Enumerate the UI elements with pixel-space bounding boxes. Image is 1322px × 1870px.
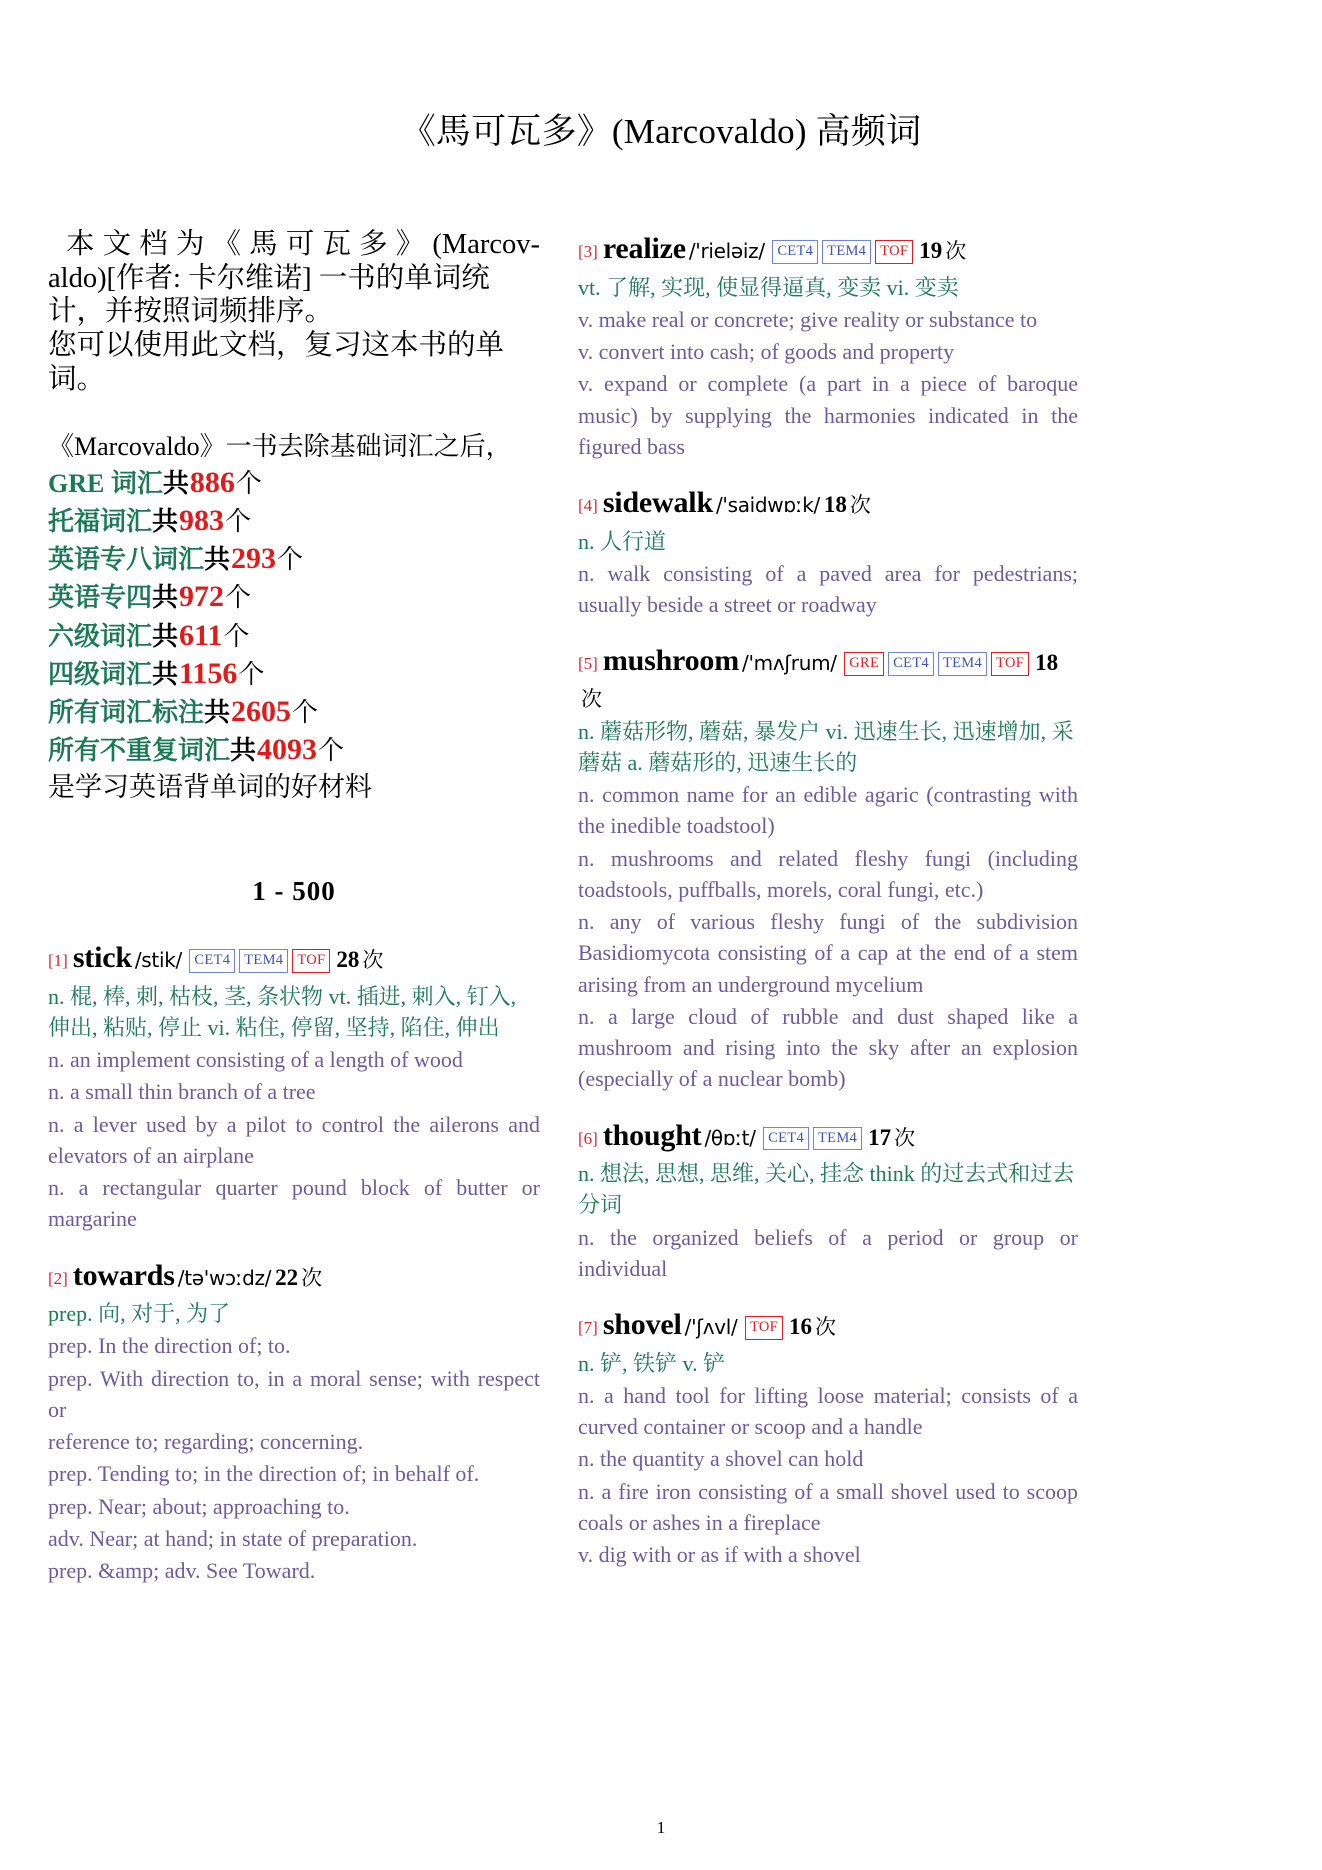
badge-gre: GRE	[844, 652, 884, 676]
stat-mid: 共	[204, 697, 231, 727]
stat-number: 983	[179, 504, 225, 538]
stat-number: 611	[179, 618, 223, 652]
stat-label: GRE 词汇	[48, 469, 163, 499]
word-entry	[578, 1304, 1078, 1570]
stat-number: 2605	[231, 694, 292, 728]
stat-unit: 个	[225, 507, 252, 537]
stat-unit: 个	[292, 697, 319, 727]
entry-count-unit: 次	[894, 1125, 916, 1150]
entry-word: stick	[72, 941, 132, 975]
stat-mid: 共	[204, 545, 231, 575]
stat-unit: 个	[235, 469, 262, 499]
entry-header	[578, 1304, 1078, 1347]
entry-header	[578, 228, 1078, 271]
definition-cn: n. 人行道	[578, 528, 667, 554]
entry-index: [4]	[578, 496, 598, 515]
definition-cn: vt. 了解, 实现, 使显得逼真, 变卖 vi. 变卖	[578, 274, 959, 300]
stat-mid: 共	[152, 583, 179, 613]
stat-number: 4093	[257, 732, 318, 766]
right-column	[578, 228, 1078, 1788]
stat-number: 886	[189, 466, 235, 500]
definition-en: n. any of various fleshy fungi of the subdivision Basidiomycota consisting of a cap at the end of a stem arising from an underground mycelium	[578, 909, 1078, 997]
stat-mid: 共	[152, 659, 179, 689]
intro-line-4: 您可以使用此文档，复习这本书的单	[48, 329, 505, 361]
badge-cet4: CET4	[888, 652, 934, 676]
definition-en: v. dig with or as if with a shovel	[578, 1542, 861, 1568]
stat-number: 972	[179, 580, 225, 614]
definition-en: n. a small thin branch of a tree	[48, 1079, 316, 1105]
definition-en: reference to; regarding; concerning.	[48, 1429, 364, 1455]
entry-phonetic: /tə'wɔːdz/	[177, 1265, 272, 1290]
badge-tof: TOF	[875, 240, 913, 264]
stat-label: 托福词汇	[48, 507, 153, 537]
entry-phonetic: /'rieləiz/	[688, 239, 765, 263]
entry-count-unit: 次	[362, 948, 384, 973]
entry-count: 22	[275, 1264, 299, 1290]
entry-header	[48, 1255, 540, 1298]
entry-count: 19	[919, 238, 943, 263]
definition-en: prep. &amp; adv. See Toward.	[48, 1558, 316, 1584]
definition-en: n. common name for an edible agaric (contrasting with the inedible toadstool)	[578, 782, 1078, 839]
intro-line-1: 本文档为《馬可瓦多》(Marcov-	[66, 229, 540, 260]
entry-word: realize	[602, 232, 686, 265]
stat-mid: 共	[230, 735, 257, 765]
badge-tof: TOF	[745, 1316, 783, 1340]
entry-count: 18	[823, 492, 847, 517]
definition-en: n. a hand tool for lifting loose material; consists of a curved container or scoop and a handle	[578, 1382, 1078, 1440]
definition-en: adv. Near; at hand; in state of preparation.	[48, 1525, 418, 1551]
badge-cet4: CET4	[189, 949, 235, 973]
definition-cn: n. 想法, 思想, 思维, 关心, 挂念 think 的过去式和过去分词	[578, 1161, 1075, 1218]
entry-phonetic: /'mʌʃrum/	[742, 651, 837, 676]
entry-index: [2]	[48, 1268, 68, 1288]
stat-unit: 个	[277, 545, 304, 575]
definition-en: n. a large cloud of rubble and dust shaped like a mushroom and rising into the sky after an explosion (especially of a nuclear bomb)	[578, 1003, 1078, 1092]
stat-mid: 共	[152, 621, 179, 651]
badge-tem4: TEM4	[938, 652, 987, 676]
definition-cn: prep. 向, 对于, 为了	[48, 1301, 231, 1327]
word-entry	[578, 228, 1078, 462]
definition-en: prep. Near; about; approaching to.	[48, 1493, 350, 1519]
entry-count-unit: 次	[581, 686, 602, 711]
badge-cet4: CET4	[763, 1127, 809, 1151]
stat-row	[48, 655, 540, 693]
definition-cn: n. 铲, 铁铲 v. 铲	[578, 1350, 726, 1376]
entry-phonetic: /'saidwɒːk/	[715, 493, 820, 517]
page-number: 1	[656, 1818, 666, 1837]
entry-word: towards	[72, 1258, 175, 1292]
stat-label: 英语专四	[48, 583, 153, 613]
definition-en: prep. With direction to, in a moral sense; with respect or	[48, 1365, 540, 1422]
entry-count-unit: 次	[945, 239, 967, 263]
definition-en: n. walk consisting of a paved area for pedestrians; usually beside a street or roadway	[578, 560, 1078, 618]
entry-count: 17	[868, 1124, 892, 1150]
definition-en: n. a lever used by a pilot to control the ailerons and elevators of an airplane	[48, 1111, 540, 1168]
badge-tem4: TEM4	[822, 240, 871, 264]
intro-paragraph	[48, 228, 540, 396]
intro-line-5: 词。	[48, 363, 106, 395]
stat-row	[48, 693, 540, 731]
entry-count-unit: 次	[301, 1265, 323, 1290]
definition-en: v. make real or concrete; give reality or substance to	[578, 306, 1038, 332]
definition-en: n. an implement consisting of a length of wood	[48, 1047, 463, 1073]
entry-header	[48, 937, 540, 980]
definition-en: prep. Tending to; in the direction of; in behalf of.	[48, 1461, 480, 1487]
definition-cn: n. 蘑菇形物, 蘑菇, 暴发户 vi. 迅速生长, 迅速增加, 采蘑菇 a. 蘑菇形的, 迅速生长的	[578, 718, 1074, 775]
stat-row	[48, 464, 540, 502]
entry-index: [5]	[578, 654, 598, 674]
definition-en: n. a rectangular quarter pound block of butter or margarine	[48, 1175, 540, 1232]
entry-count: 16	[789, 1314, 812, 1340]
stats-closing: 是学习英语背单词的好材料	[48, 771, 372, 802]
range-heading: 1 - 500	[252, 876, 336, 907]
entry-count: 18	[1035, 650, 1059, 676]
word-entry	[48, 1255, 540, 1587]
definition-en: n. a fire iron consisting of a small shovel used to scoop coals or ashes in a fireplace	[578, 1478, 1078, 1535]
entry-phonetic: /'ʃʌvl/	[684, 1315, 738, 1340]
stat-mid: 共	[162, 469, 189, 499]
entry-header	[578, 640, 1078, 714]
badge-tem4: TEM4	[239, 949, 288, 973]
stat-label: 六级词汇	[48, 621, 153, 651]
stats-lead: 《Marcovaldo》一书去除基础词汇之后，	[48, 432, 512, 462]
entry-count-unit: 次	[815, 1315, 836, 1340]
stat-mid: 共	[152, 507, 179, 537]
definition-en: n. the organized beliefs of a period or group or individual	[578, 1224, 1078, 1281]
word-entry	[578, 1115, 1078, 1285]
definition-en: prep. In the direction of; to.	[48, 1333, 291, 1359]
stat-label: 所有不重复词汇	[48, 735, 231, 765]
entry-word: sidewalk	[602, 486, 713, 519]
stat-number: 1156	[179, 656, 238, 690]
stat-number: 293	[231, 542, 277, 576]
entry-index: [1]	[48, 951, 68, 971]
stat-row	[48, 502, 540, 540]
definition-en: n. mushrooms and related fleshy fungi (including toadstools, puffballs, morels, coral fungi, etc.)	[578, 845, 1078, 902]
intro-line-2: aldo)[作者: 卡尔维诺] 一书的单词统	[48, 262, 490, 294]
stat-row	[48, 731, 540, 769]
left-column	[48, 228, 540, 1788]
entry-index: [7]	[578, 1318, 598, 1338]
stat-row	[48, 540, 540, 578]
entry-word: shovel	[602, 1308, 682, 1342]
badge-tem4: TEM4	[813, 1127, 862, 1151]
stat-row	[48, 617, 540, 655]
entry-index: [3]	[578, 242, 598, 261]
entry-index: [6]	[578, 1128, 598, 1148]
intro-line-3: 计，并按照词频排序。	[48, 296, 334, 328]
two-column-body	[48, 228, 1278, 1788]
stat-unit: 个	[225, 583, 252, 613]
stat-unit: 个	[223, 621, 250, 651]
definition-cn: n. 棍, 棒, 刺, 枯枝, 茎, 条状物 vt. 插进, 刺入, 钉入, 伸出, 粘贴, 停止 vi. 粘住, 停留, 坚持, 陷住, 伸出	[48, 983, 517, 1040]
stat-unit: 个	[318, 735, 345, 765]
page-title: 《馬可瓦多》(Marcovaldo) 高频词	[400, 112, 922, 151]
badge-cet4: CET4	[772, 240, 818, 264]
entry-count-unit: 次	[849, 493, 871, 517]
entry-count: 28	[336, 947, 360, 973]
word-entry	[578, 482, 1078, 620]
stat-unit: 个	[238, 659, 265, 689]
word-entry	[578, 640, 1078, 1094]
entry-header	[578, 1115, 1078, 1158]
entry-phonetic: /stik/	[134, 948, 182, 973]
badge-tof: TOF	[991, 652, 1029, 676]
entry-word: thought	[602, 1118, 702, 1152]
entry-phonetic: /θɒːt/	[704, 1125, 756, 1150]
definition-en: v. convert into cash; of goods and property	[578, 339, 955, 365]
stat-label: 四级词汇	[48, 659, 153, 689]
stat-row	[48, 578, 540, 616]
entry-word: mushroom	[602, 644, 740, 678]
word-entry	[48, 937, 540, 1234]
stat-label: 所有词汇标注	[48, 697, 205, 727]
entry-list-left	[48, 937, 540, 1586]
statistics-block	[48, 430, 540, 804]
stat-label: 英语专八词汇	[48, 545, 205, 575]
entry-header	[578, 482, 1078, 525]
definition-en: n. the quantity a shovel can hold	[578, 1446, 864, 1472]
definition-en: v. expand or complete (a part in a piece of baroque music) by supplying the harmonies indicated in the figured bass	[578, 371, 1078, 459]
badge-tof: TOF	[292, 949, 330, 973]
